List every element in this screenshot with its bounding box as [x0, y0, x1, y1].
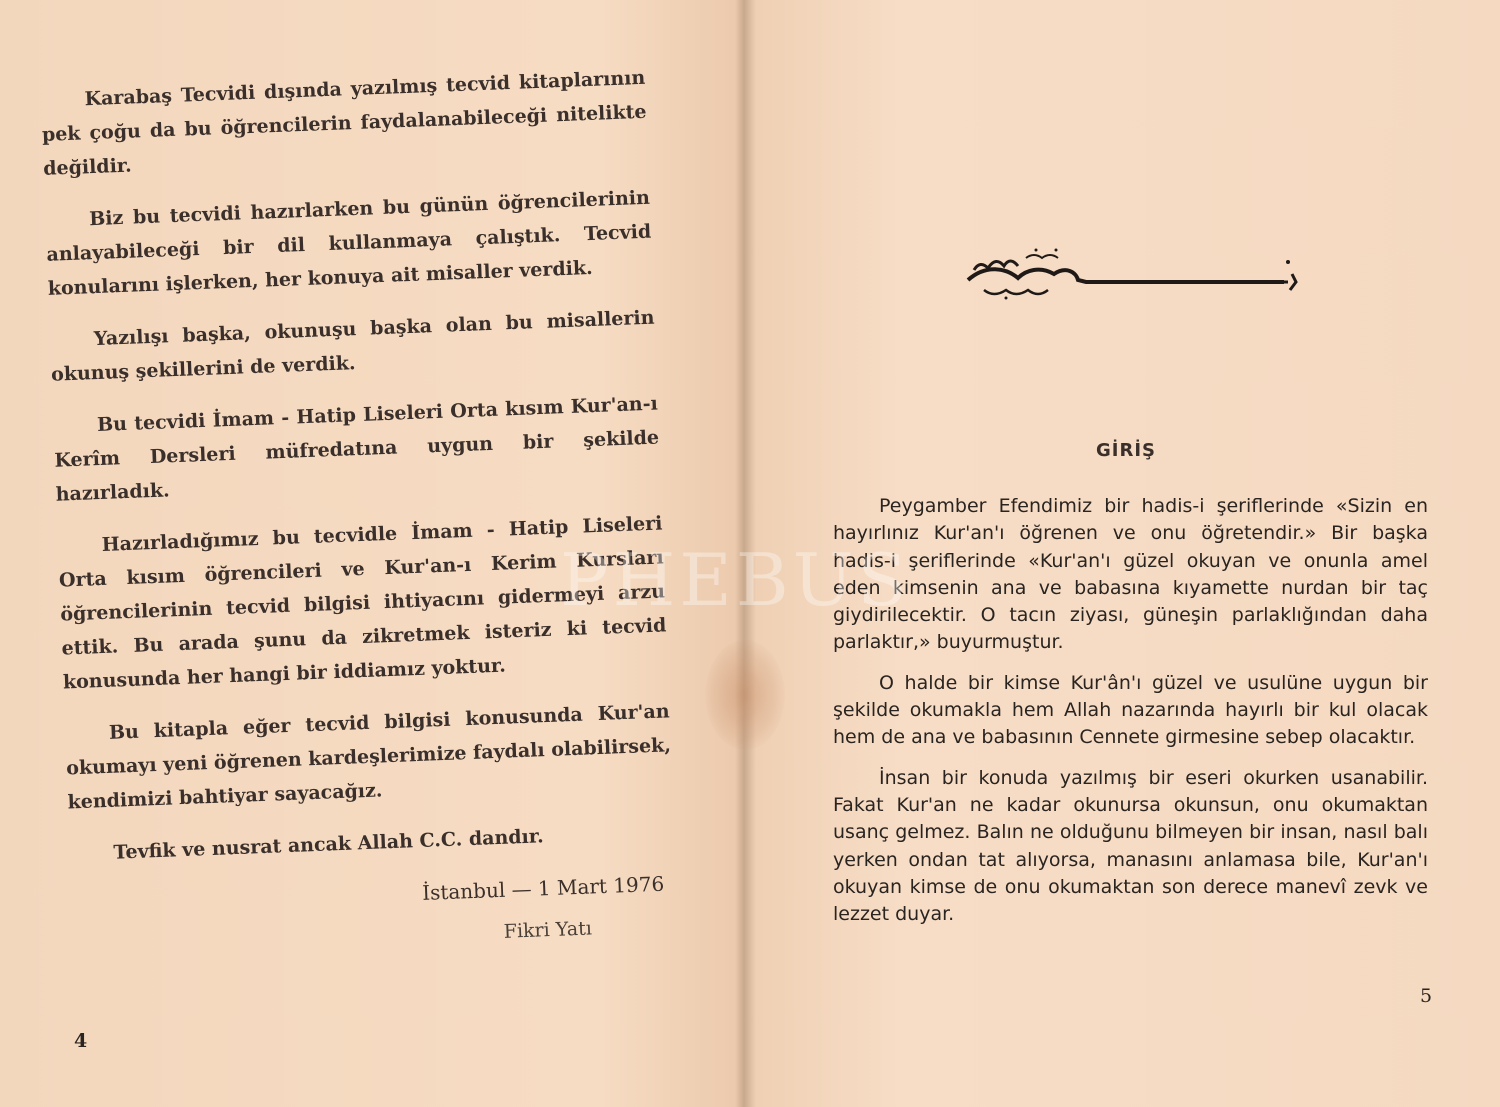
author-name: Fikri Yatı [503, 917, 593, 943]
right-paragraph-2: O halde bir kimse Kur'ân'ı güzel ve usulüne uygun bir şekilde okumakla hem Allah nazarında hayırlı bir kul olacak hem de ana ve babasının Cennete girmesine sebep olacaktır. [833, 671, 1428, 749]
left-page-text [40, 61, 678, 966]
left-paragraph-5: Hazırladığımız bu tecvidle İmam - Hatip Liseleri Orta kısım öğrencileri ve Kur'an-ı Kerim Kursları öğrencilerinin tecvid bilgisi ihtiyacını gidermeyi arzu ettik. Bu arada şunu da zikretmek isteriz ki tecvid konusunda her hangi bir iddiamız yoktur. [58, 512, 667, 694]
right-page [752, 0, 1500, 1107]
date-line: İstanbul — 1 Mart 1976 [421, 871, 665, 905]
left-paragraph-3: Yazılışı başka, okunuşu başka olan bu misallerin okunuş şekillerini de verdik. [50, 306, 655, 386]
left-paragraph-2: Biz bu tecvidi hazırlarken bu günün öğrencilerinin anlayabileceği bir dil kullanmaya çalıştık. Tecvid konularını işlerken, her konuya ait misaller verdik. [46, 186, 652, 300]
watermark: PHEBUS [560, 538, 911, 622]
left-paragraph-1: Karabaş Tecvidi dışında yazılmış tecvid kitaplarının pek çoğu da bu öğrencilerin faydalanabileceği nitelikte değildir. [41, 66, 647, 180]
basmala-calligraphy-icon [966, 244, 1301, 306]
page-number-left: 4 [74, 1030, 88, 1052]
left-paragraph-6: Bu kitapla eğer tecvid bilgisi konusunda Kur'an okumayı yeni öğrenen kardeşlerimize faydalı olabilirsek, kendimizi bahtiyar sayacağız. [65, 700, 672, 814]
left-paragraph-4: Bu tecvidi İmam - Hatip Liseleri Orta kısım Kur'an-ı Kerîm Dersleri müfredatına uygun bir şekilde hazırladık. [54, 392, 660, 506]
right-paragraph-1: Peygamber Efendimiz bir hadis-i şeriflerinde «Sizin en hayırlınız Kur'an'ı öğrenen ve onu öğretendir.» Bir başka hadis-i şeriflerinde «Kur'an'ı güzel okuyan ve onunla amel eden kimsenin ana ve babasına kıyamette nurdan bir taç giydirilecektir. O tacın ziyası, güneşin parlaklığından daha parlaktır,» buyurmuştur. [833, 495, 1428, 654]
right-page-text [833, 493, 1428, 941]
right-paragraph-3: İnsan bir konuda yazılmış bir eseri okurken usanabilir. Fakat Kur'an ne kadar okunursa okunsun, onu okumaktan usanç gelmez. Balın ne olduğunu bilmeyen bir insan, nasıl balı yerken ondan tat alıyorsa, manasını anlamasa bile, Kur'an'ı okuyan kimse de onu okumaktan son derece manevî zevk ve lezzet duyar. [833, 766, 1428, 926]
left-paragraph-7: Tevfik ve nusrat ancak Allah C.C. dandır. [113, 825, 545, 864]
left-page [0, 0, 745, 1107]
page-number-right: 5 [1420, 985, 1433, 1007]
section-heading: GİRİŞ [1096, 440, 1156, 461]
